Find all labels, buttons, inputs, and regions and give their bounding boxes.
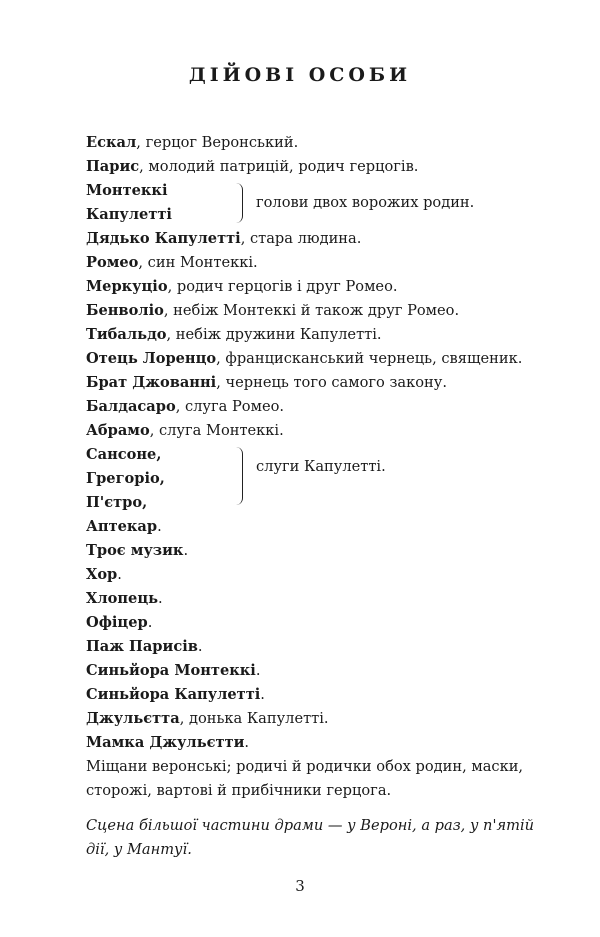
character-entry xyxy=(86,395,526,419)
character-entry xyxy=(86,611,526,635)
character-description: , францисканський чернець, священик. xyxy=(216,350,523,367)
character-name: Балдасаро xyxy=(86,398,176,415)
character-name: Синьйора Монтеккі xyxy=(86,662,256,679)
scene-note: Сцена більшої частини драми — у Вероні, а раз, у п'ятій дії, у Мантуї. xyxy=(86,817,535,858)
character-name: Тибальдо xyxy=(86,326,167,343)
group-description: голови двох ворожих родин. xyxy=(256,194,475,211)
character-entry xyxy=(86,275,526,299)
character-name: Офіцер xyxy=(86,614,148,631)
brace xyxy=(236,183,243,223)
character-name: Ескал xyxy=(86,134,137,151)
character-description: . xyxy=(183,542,189,559)
character-entry xyxy=(86,251,526,275)
character-entry xyxy=(86,227,526,251)
page-title: ДІЙОВІ ОСОБИ xyxy=(188,64,412,86)
character-name: Отець Лоренцо xyxy=(86,350,217,367)
character-description: , син Монтеккі. xyxy=(138,254,258,271)
character-name: Сансоне, xyxy=(86,446,162,463)
page-number: 3 xyxy=(295,877,305,895)
character-description: . xyxy=(117,566,122,583)
character-description: , донька Капулетті. xyxy=(179,710,329,727)
group-description: слуги Капулетті. xyxy=(256,458,386,475)
character-entry xyxy=(86,539,526,563)
character-name: Хор xyxy=(86,566,118,583)
character-entry xyxy=(86,635,526,659)
character-name: Аптекар xyxy=(86,518,158,535)
character-entry xyxy=(86,323,526,347)
character-name: Хлопець xyxy=(86,590,158,607)
brace xyxy=(236,447,243,505)
character-name: П'єтро, xyxy=(86,494,148,511)
character-entry xyxy=(86,155,526,179)
character-entry xyxy=(86,707,526,731)
character-description: . xyxy=(244,734,250,751)
character-description: , родич герцогів і друг Ромео. xyxy=(167,278,398,295)
character-description: . xyxy=(197,638,203,655)
character-entry xyxy=(86,419,526,443)
character-description: . xyxy=(255,662,261,679)
character-entry xyxy=(86,683,526,707)
character-entry xyxy=(86,371,526,395)
character-entry xyxy=(86,659,526,683)
character-name: Грегоріо, xyxy=(86,470,165,487)
character-name: Абрамо xyxy=(86,422,150,439)
character-name: Паж Парисів xyxy=(86,638,198,655)
character-name: Монтеккі xyxy=(86,182,168,199)
character-name: Брат Джованні xyxy=(86,374,217,391)
character-group-heads xyxy=(86,179,526,227)
character-description: , небіж Монтеккі й також друг Ромео. xyxy=(163,302,460,319)
character-description: . xyxy=(147,614,153,631)
character-entry xyxy=(86,515,526,539)
character-description: , молодий патрицій, родич герцогів. xyxy=(139,158,419,175)
character-entry xyxy=(86,563,526,587)
character-entry xyxy=(86,347,526,371)
character-description: , герцог Веронський. xyxy=(136,134,299,151)
character-description: . xyxy=(158,590,163,607)
character-group-servants xyxy=(86,443,526,515)
character-name: Меркуціо xyxy=(86,278,168,295)
character-name: Ромео xyxy=(86,254,139,271)
character-entry xyxy=(86,299,526,323)
character-description: , небіж дружини Капулетті. xyxy=(166,326,382,343)
character-entry xyxy=(86,587,526,611)
character-description: , слуга Монтеккі. xyxy=(149,422,284,439)
character-description: . xyxy=(260,686,265,703)
character-name: Синьйора Капулетті xyxy=(86,686,261,703)
character-description: , стара людина. xyxy=(240,230,362,247)
character-name: Троє музик xyxy=(86,542,184,559)
character-name: Парис xyxy=(86,158,140,175)
character-name: Капулетті xyxy=(86,206,172,223)
character-name: Бенволіо xyxy=(86,302,164,319)
character-entry xyxy=(86,131,526,155)
character-list xyxy=(86,131,526,803)
character-name: Дядько Капулетті xyxy=(86,230,241,247)
character-description: , чернець того самого закону. xyxy=(216,374,447,391)
character-entry xyxy=(86,731,526,755)
character-name: Джульєтта xyxy=(86,710,180,727)
crowd-description: Міщани веронські; родичі й родички обох родин, маски, сторожі, вартові й прибічники герцога. xyxy=(86,758,524,799)
character-description: , слуга Ромео. xyxy=(175,398,285,415)
character-description: . xyxy=(157,518,162,535)
character-name: Мамка Джульєтти xyxy=(86,734,245,751)
